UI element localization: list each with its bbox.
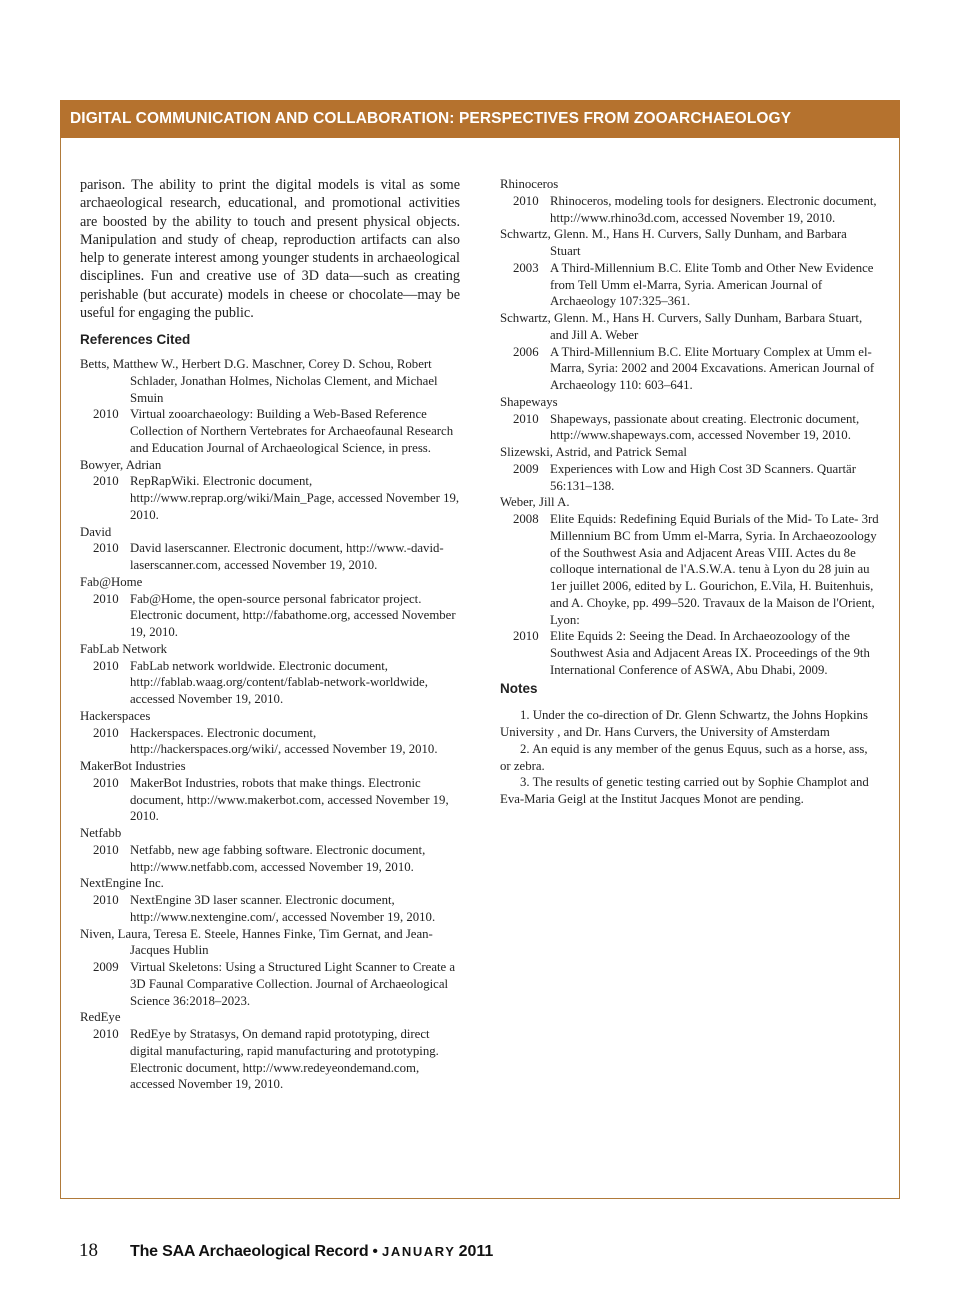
reference-item	[80, 708, 460, 758]
reference-year: 2006	[513, 344, 539, 359]
reference-text: A Third-Millennium B.C. Elite Tomb and Other New Evidence from Tell Umm el-Marra, Syria. American Journal of Archaeology 107:325–361.	[550, 260, 874, 309]
reference-entry	[80, 842, 460, 876]
reference-item	[80, 641, 460, 708]
section-banner: DIGITAL COMMUNICATION AND COLLABORATION: PERSPECTIVES FROM ZOOARCHAEOLOGY	[60, 100, 900, 138]
reference-author: Netfabb	[80, 826, 122, 841]
reference-author: David	[80, 524, 112, 539]
reference-year: 2009	[513, 461, 539, 476]
reference-author: Slizewski, Astrid, and Patrick Semal	[500, 445, 687, 459]
reference-entry	[80, 1026, 460, 1093]
reference-text: Rhinoceros, modeling tools for designers. Electronic document, http://www.rhino3d.com, accessed November 19, 2010.	[550, 193, 877, 225]
reference-author: FabLab Network	[80, 641, 168, 656]
reference-entry	[80, 959, 460, 1009]
reference-item	[80, 825, 460, 875]
reference-text: RepRapWiki. Electronic document, http://www.reprap.org/wiki/Main_Page, accessed November 19, 2010.	[130, 474, 460, 522]
reference-text: Experiences with Low and High Cost 3D Scanners. Quartär 56:131–138.	[550, 461, 856, 493]
notes-section	[500, 681, 880, 808]
reference-item	[80, 926, 460, 1010]
reference-item	[80, 457, 460, 524]
reference-item	[80, 1009, 460, 1093]
reference-year: 2010	[93, 591, 119, 606]
reference-text: Virtual Skeletons: Using a Structured Light Scanner to Create a 3D Faunal Comparative Collection. Journal of Archaeological Science 36:2018–2023.	[130, 960, 456, 1008]
reference-author: Bowyer, Adrian	[80, 457, 162, 472]
reference-entry	[80, 892, 460, 926]
reference-year: 2010	[513, 193, 539, 208]
reference-author: Weber, Jill A.	[500, 495, 570, 510]
reference-item	[500, 494, 880, 678]
reference-author: Schwartz, Glenn. M., Hans H. Curvers, Sally Dunham, Barbara Stuart, and Jill A. Weber	[500, 311, 863, 342]
reference-author: MakerBot Industries	[80, 759, 186, 774]
reference-author: Betts, Matthew W., Herbert D.G. Maschner, Corey D. Schou, Robert Schlader, Jonathan Holmes, Nicholas Clement, and Michael Smuin	[80, 357, 438, 405]
reference-entry	[500, 344, 880, 394]
reference-year: 2010	[93, 474, 119, 489]
intro-paragraph: parison. The ability to print the digital models is vital as some archaeological research, educational, and promotional activities are boosted by the ability to touch and present physical objects. Manipulation and study of cheap, reproduction artifacts can also help to generate interest among younger students in archaeological disciplines. Fun and creative use of 3D data—such as creating perishable (but accurate) models in cheese or chocolate—may be useful for engaging the public.	[80, 177, 460, 322]
reference-item	[80, 875, 460, 925]
reference-item	[500, 226, 880, 310]
reference-year: 2010	[93, 775, 119, 790]
reference-year: 2010	[93, 725, 119, 740]
reference-text: RedEye by Stratasys, On demand rapid prototyping, direct digital manufacturing, rapid manufacturing and prototyping. Electronic document, http://www.redeyeondemand.com, accessed November 19, 2010.	[130, 1027, 439, 1092]
reference-year: 2009	[93, 960, 119, 975]
reference-text: FabLab network worldwide. Electronic document, http://fablab.waag.org/content/fablab-network-worldwide, accessed November 19, 2010.	[130, 658, 428, 707]
reference-text: David laserscanner. Electronic document, http://www.-david-laserscanner.com, accessed November 19, 2010.	[130, 541, 444, 573]
page-number: 18	[79, 1240, 98, 1261]
reference-entry	[500, 260, 880, 310]
reference-author: RedEye	[80, 1010, 121, 1025]
page-footer	[79, 1240, 493, 1262]
note-item: 2. An equid is any member of the genus Equus, such as a horse, ass, or zebra.	[500, 741, 868, 773]
reference-year: 2010	[513, 629, 539, 644]
reference-entry	[80, 406, 460, 456]
reference-entry	[500, 411, 880, 445]
reference-text: Fab@Home, the open-source personal fabricator project. Electronic document, http://fabathome.org, accessed November 19, 2010.	[130, 591, 456, 640]
reference-author: Niven, Laura, Teresa E. Steele, Hannes Finke, Tim Gernat, and Jean-Jacques Hublin	[80, 926, 433, 958]
reference-author: NextEngine Inc.	[80, 876, 164, 891]
notes-heading: Notes	[500, 680, 538, 696]
publication-title: The SAA Archaeological Record	[130, 1243, 369, 1260]
reference-text: NextEngine 3D laser scanner. Electronic document, http://www.nextengine.com/, accessed November 19, 2010.	[130, 893, 436, 924]
reference-entry	[80, 591, 460, 641]
note-item: 3. The results of genetic testing carried out by Sophie Champlot and Eva-Maria Geigl at the Institut Jacques Monot are pending.	[500, 775, 869, 806]
reference-year: 2010	[93, 893, 119, 908]
reference-text: Elite Equids 2: Seeing the Dead. In Archaeozoology of the Southwest Asia and Adjacent Areas IX. Proceedings of the 9th International Conference of ASWA, Abu Dhabi, 2009.	[550, 629, 870, 677]
references-heading: References Cited	[80, 332, 191, 348]
reference-entry	[500, 193, 880, 227]
reference-year: 2010	[93, 541, 119, 556]
note-item: 1. Under the co-direction of Dr. Glenn Schwartz, the Johns Hopkins University , and Dr. Hans Curvers, the University of Amsterdam	[500, 708, 868, 739]
reference-entry	[500, 511, 880, 628]
reference-text: Hackerspaces. Electronic document, http://hackerspaces.org/wiki/, accessed November 19, 2010.	[130, 725, 438, 757]
reference-author: Shapeways	[500, 394, 558, 409]
reference-text: MakerBot Industries, robots that make things. Electronic document, http://www.makerbot.com, accessed November 19, 2010.	[130, 775, 449, 824]
reference-author: Fab@Home	[80, 574, 143, 589]
reference-author: Rhinoceros	[500, 177, 559, 191]
reference-item	[500, 176, 880, 226]
reference-entry	[80, 658, 460, 708]
footer-separator: •	[372, 1243, 379, 1260]
reference-year: 2010	[93, 1027, 119, 1042]
reference-year: 2010	[93, 407, 119, 422]
reference-year: 2008	[513, 512, 539, 526]
reference-item	[500, 394, 880, 444]
reference-year: 2010	[93, 842, 119, 857]
reference-year: 2010	[93, 658, 119, 673]
left-column	[80, 176, 460, 1093]
reference-text: Elite Equids: Redefining Equid Burials of the Mid- To Late- 3rd Millennium BC from Umm el-Marra, Syria. In Archaeozoology of the Southwest Asia and Adjacent Areas VIII. Actes du 8e colloque international de l'A.S.W.A. tenu à Lyon du 28 juin au 1er juillet 2006, edited by L. Gourichon, E.Vila, H. Buitenhuis, and A. Choyke, pp. 499–520. Travaux de la Maison de l'Orient, Lyon:	[550, 512, 879, 627]
reference-text: Netfabb, new age fabbing software. Electronic document, http://www.netfabb.com, accessed November 19, 2010.	[130, 842, 426, 874]
reference-entry	[80, 775, 460, 825]
reference-author: Schwartz, Glenn. M., Hans H. Curvers, Sally Dunham, and Barbara Stuart	[500, 227, 847, 258]
reference-item	[80, 758, 460, 825]
reference-item	[80, 356, 460, 457]
reference-entry	[80, 725, 460, 759]
reference-item	[80, 524, 460, 574]
references-list-right	[500, 176, 880, 679]
reference-entry	[80, 540, 460, 574]
reference-item	[80, 574, 460, 641]
reference-text: Virtual zooarchaeology: Building a Web-Based Reference Collection of Northern Vertebrates for Archaeofaunal Research and Education Journal of Archaeological Science, in press.	[130, 407, 454, 455]
reference-entry	[80, 473, 460, 523]
notes-list	[500, 707, 880, 808]
reference-item	[500, 444, 880, 494]
references-list-left	[80, 356, 460, 1093]
reference-text: A Third-Millennium B.C. Elite Mortuary Complex at Umm el-Marra, Syria: 2002 and 2004 Excavations. American Journal of Archaeology 110: 603–641.	[550, 344, 875, 392]
reference-year: 2010	[513, 411, 539, 426]
right-column	[500, 176, 880, 808]
issue-year: 2011	[458, 1243, 494, 1260]
reference-item	[500, 310, 880, 394]
reference-author: Hackerspaces	[80, 708, 151, 723]
reference-entry	[500, 628, 880, 678]
reference-text: Shapeways, passionate about creating. Electronic document, http://www.shapeways.com, accessed November 19, 2010.	[550, 411, 860, 443]
reference-year: 2003	[513, 260, 539, 275]
reference-entry	[500, 461, 880, 495]
issue-month: JANUARY	[382, 1244, 456, 1259]
